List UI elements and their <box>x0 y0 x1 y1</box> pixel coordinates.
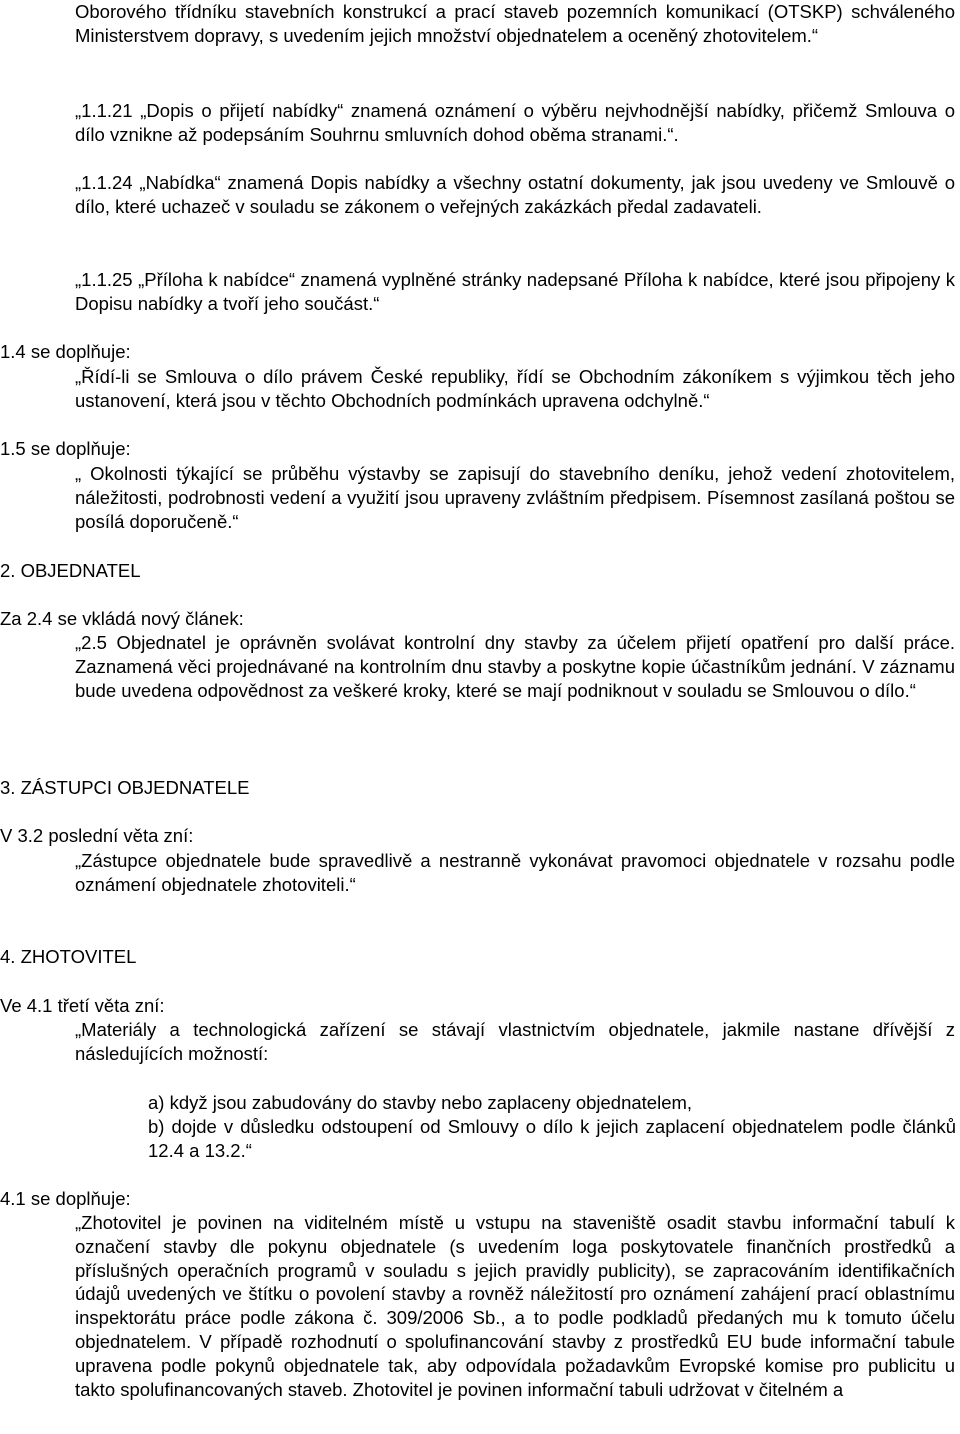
heading-zhotovitel: 4. ZHOTOVITEL <box>0 946 137 967</box>
list-item-b: b) dojde v důsledku odstoupení od Smlouvy o dílo k jejich zaplacení objednatelem podle článků 12.4 a 13.2.“ <box>148 1116 956 1161</box>
clause-2-5-text: „2.5 Objednatel je oprávněn svolávat kontrolní dny stavby za účelem přijetí opatření pro další práce. Zaznamená věci projednávané na kontrolním dnu stavby a poskytne kopie účastníkům jednání. V záznamu bude uvedena odpovědnost za veškeré kroky, které se mají podniknout v souladu se Smlouvou o dílo.“ <box>75 632 955 701</box>
clause-4-1-text: „Materiály a technologická zařízení se stávají vlastnictvím objednatele, jakmile nastane dřívější z následujících možností: <box>75 1019 955 1064</box>
clause-4-1-label: Ve 4.1 třetí věta zní: <box>0 995 165 1016</box>
clause-1-4-text: „Řídí-li se Smlouva o dílo právem České republiky, řídí se Obchodním zákoníkem s výjimkou těch jeho ustanovení, která jsou v těchto Obchodních podmínkách upravena odchylně.“ <box>75 366 955 411</box>
intro-paragraph: Oborového třídníku stavebních konstrukcí a prací staveb pozemních komunikací (OTSKP) schváleného Ministerstvem dopravy, s uvedením jejich množství objednatelem a oceněný zhotovitelem.“ <box>75 1 955 46</box>
clause-3-2-text: „Zástupce objednatele bude spravedlivě a nestranně vykonávat pravomoci objednatele v rozsahu podle oznámení objednatele zhotoviteli.“ <box>75 850 955 895</box>
clause-1-5-label: 1.5 se doplňuje: <box>0 438 131 459</box>
definition-1-1-25: „1.1.25 „Příloha k nabídce“ znamená vyplněné stránky nadepsané Příloha k nabídce, které jsou připojeny k Dopisu nabídky a tvoří jeho součást.“ <box>75 269 955 314</box>
clause-2-4-label: Za 2.4 se vkládá nový článek: <box>0 608 244 629</box>
list-item-a: a) když jsou zabudovány do stavby nebo zaplaceny objednatelem, <box>148 1092 693 1113</box>
definition-1-1-21: „1.1.21 „Dopis o přijetí nabídky“ znamená oznámení o výběru nejvhodnější nabídky, přičemž Smlouva o dílo vznikne až podepsáním Souhrnu smluvních dohod oběma stranami.“. <box>75 100 955 145</box>
clause-4-1-supplement-label: 4.1 se doplňuje: <box>0 1188 131 1209</box>
clause-3-2-label: V 3.2 poslední věta zní: <box>0 825 194 846</box>
heading-objednatel: 2. OBJEDNATEL <box>0 560 141 581</box>
definition-1-1-24: „1.1.24 „Nabídka“ znamená Dopis nabídky a všechny ostatní dokumenty, jak jsou uvedeny ve Smlouvě o dílo, které uchazeč v souladu se zákonem o veřejných zakázkách předal zadavateli. <box>75 172 955 217</box>
heading-zastupci-objednatele: 3. ZÁSTUPCI OBJEDNATELE <box>0 777 250 798</box>
clause-4-1-supplement-text: „Zhotovitel je povinen na viditelném místě u vstupu na staveniště osadit stavbu informační tabulí k označení stavby dle pokynu objednatele (s uvedením loga poskytovatele finančních prostředků a příslušných operačních programů v souladu s jejich pravidly publicity), se zapracováním identifikačních údajů uvedených ve štítku o povolení stavby a rovněž náležitostí pro oznámení zahájení prací oblastnímu inspektorátu práce podle zákona č. 309/2006 Sb., a to podle podkladů předaných mu k tomuto účelu objednatelem. V případě rozhodnutí o spolufinancování stavby z prostředků EU bude informační tabule upravena podle pokynů objednatele tak, aby odpovídala požadavkům Evropské komise pro publicitu u takto spolufinancovaných staveb. Zhotovitel je povinen informační tabuli udržovat v čitelném a <box>75 1212 955 1400</box>
clause-1-5-text: „ Okolnosti týkající se průběhu výstavby se zapisují do stavebního deníku, jehož vedení zhotovitelem, náležitosti, podrobnosti vedení a využití jsou upraveny zvláštním předpisem. Písemnost zasílaná poštou se posílá doporučeně.“ <box>75 463 955 532</box>
clause-1-4-label: 1.4 se doplňuje: <box>0 341 131 362</box>
